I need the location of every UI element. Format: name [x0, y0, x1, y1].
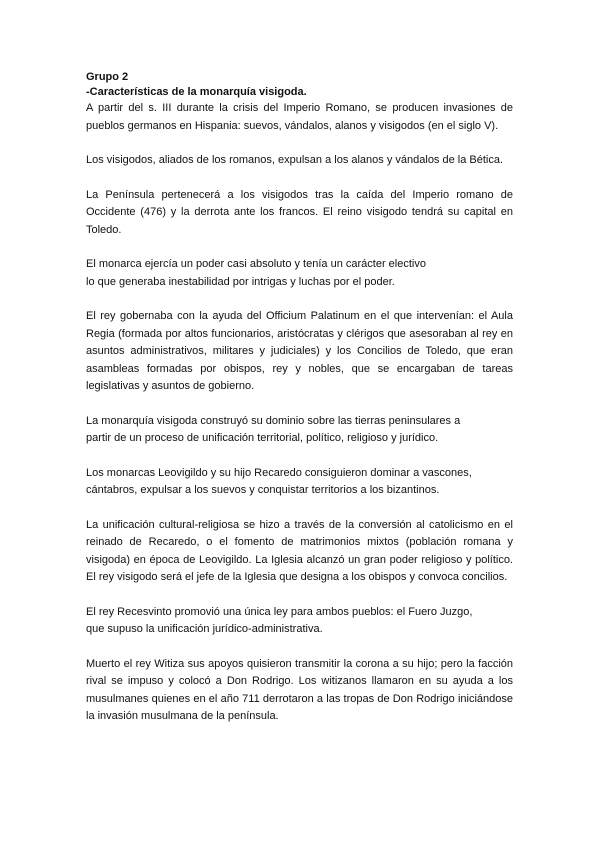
paragraph-monarch [86, 256, 513, 291]
paragraph-line: Los monarcas Leovigildo y su hijo Recaredo consiguieron dominar a vascones, [86, 466, 472, 479]
section-title: -Características de la monarquía visigoda. [86, 86, 307, 98]
paragraph-line: La monarquía visigoda construyó su dominio sobre las tierras peninsulares a [86, 414, 461, 427]
paragraph-leovigildo [86, 465, 513, 500]
paragraph-unification [86, 413, 513, 448]
paragraph-officium: El rey gobernaba con la ayuda del Officium Palatinum en el que intervenían: el Aula Regia (formada por altos funcionarios, aristócratas y clérigos que asesoraban al rey en asuntos administrativos, militares y judiciales) y los Concilios de Toledo, que eran asambleas formadas por obispos, rey y nobles, que se encargaban de tareas legislativas y asuntos de gobierno. [86, 310, 513, 392]
paragraph-line: El monarca ejercía un poder casi absoluto y tenía un carácter electivo [86, 258, 426, 270]
paragraph-religion: La unificación cultural-religiosa se hizo a través de la conversión al catolicismo en el reinado de Recaredo, o el fomento de matrimonios mixtos (población romana y visigoda) en época de Leovigildo. La Iglesia alcanzó un gran poder religioso y político. El rey visigodo será el jefe de la Iglesia que designa a los obispos y convoca concilios. [86, 518, 513, 583]
paragraph-recesvinto [86, 604, 513, 639]
paragraph-witiza: Muerto el rey Witiza sus apoyos quisieron transmitir la corona a su hijo; pero la facción rival se impuso y colocó a Don Rodrigo. Los witizanos llamaron en su ayuda a los musulmanes quienes en el año 711 derrotaron a las tropas de Don Rodrigo iniciándose la invasión musulmana de la península. [86, 657, 513, 722]
paragraph-line: partir de un proceso de unificación territorial, político, religioso y jurídico. [86, 432, 439, 444]
paragraph-invasions: A partir del s. III durante la crisis del Imperio Romano, se producen invasiones de pueblos germanos en Hispania: suevos, vándalos, alanos y visigodos (en el siglo V). [86, 102, 513, 132]
paragraph-line: El rey Recesvinto promovió una única ley para ambos pueblos: el Fuero Juzgo, [86, 605, 473, 618]
group-title: Grupo 2 [86, 71, 129, 83]
paragraph-line: cántabros, expulsar a los suevos y conquistar territorios a los bizantinos. [86, 484, 440, 496]
paragraph-line: lo que generaba inestabilidad por intrigas y luchas por el poder. [86, 275, 395, 288]
paragraph-betica: Los visigodos, aliados de los romanos, expulsan a los alanos y vándalos de la Bética. [86, 154, 504, 166]
paragraph-line: que supuso la unificación jurídico-administrativa. [86, 623, 323, 635]
paragraph-peninsula: La Península pertenecerá a los visigodos tras la caída del Imperio romano de Occidente (476) y la derrota ante los francos. El reino visigodo tendrá su capital en Toledo. [86, 188, 513, 236]
